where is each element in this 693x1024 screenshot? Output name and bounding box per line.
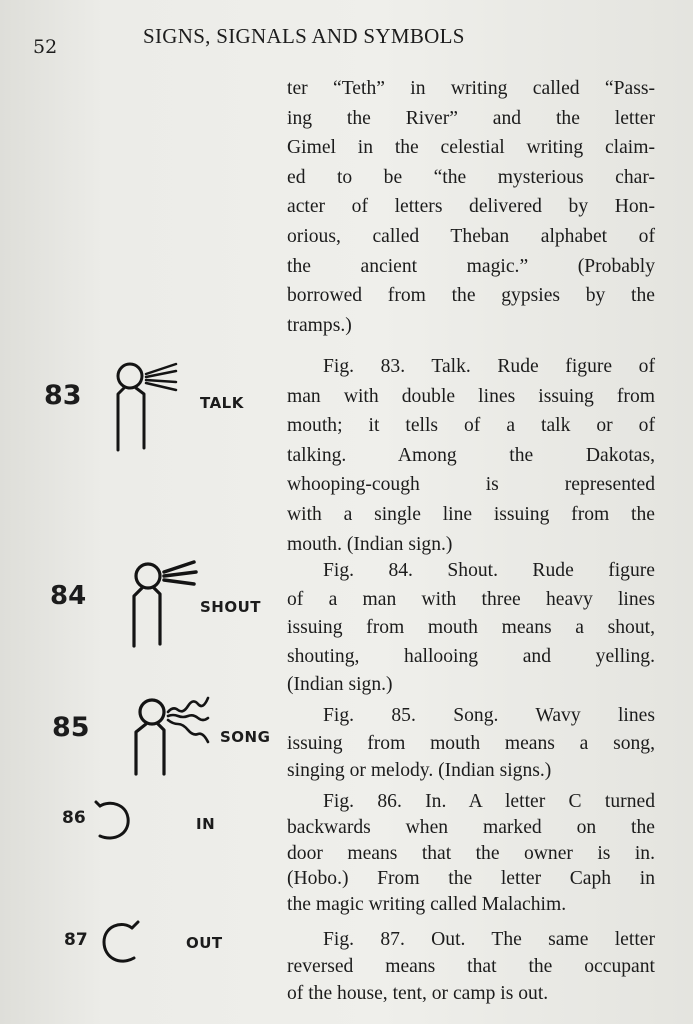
text-line: man with double lines issuing from [287, 385, 655, 407]
text-line: singing or melody. (Indian signs.) [287, 760, 552, 782]
figure-83-paragraph [287, 352, 655, 559]
running-title: SIGNS, SIGNALS AND SYMBOLS [143, 24, 465, 48]
text-line: the magic writing called Malachim. [287, 894, 567, 916]
figure-86-paragraph [287, 789, 655, 918]
text-line: issuing from mouth means a song, [287, 732, 655, 754]
text-line: with a single line issuing from the [287, 503, 655, 525]
page-number: 52 [33, 36, 58, 58]
continuation-paragraph [287, 74, 655, 340]
figure-86-caption: IN [196, 815, 216, 833]
figure-84-paragraph [287, 557, 655, 700]
text-line: mouth. (Indian sign.) [287, 533, 453, 555]
text-line: issuing from mouth means a shout, [287, 617, 655, 639]
text-line: door means that the owner is in. [287, 842, 655, 864]
text-line: ing the River” and the letter [287, 107, 655, 129]
text-line: backwards when marked on the [287, 816, 655, 838]
text-line: tramps.) [287, 314, 352, 336]
text-line: Gimel in the celestial writing claim- [287, 137, 655, 159]
text-line: Fig. 86. In. A letter C turned [323, 791, 655, 812]
text-line: borrowed from the gypsies by the [287, 285, 655, 307]
text-line: shouting, hallooing and yelling. [287, 645, 655, 667]
text-line: Fig. 83. Talk. Rude figure of [323, 356, 655, 377]
letter-c-out-icon [98, 918, 148, 970]
text-line: talking. Among the Dakotas, [287, 444, 655, 466]
figure-84-number: 84 [50, 581, 87, 611]
text-line: (Indian sign.) [287, 674, 393, 696]
figure-85-paragraph [287, 702, 655, 785]
text-line: ed to be “the mysterious char- [287, 166, 655, 188]
reversed-c-in-icon [92, 798, 142, 844]
text-line: acter of letters delivered by Hon- [287, 196, 655, 218]
figure-87-caption: OUT [186, 934, 223, 952]
text-line: ter “Teth” in writing called “Pass- [287, 78, 655, 99]
song-figure-icon [126, 694, 222, 780]
text-line: Fig. 84. Shout. Rude figure [323, 560, 655, 581]
shout-figure-icon [124, 558, 204, 654]
figure-87-paragraph [287, 927, 655, 1007]
text-line: whooping-cough is represented [287, 474, 655, 496]
figure-86-number: 86 [62, 808, 86, 828]
figure-83-number: 83 [44, 380, 82, 411]
talk-figure-icon [108, 358, 188, 458]
figure-83-caption: TALK [200, 394, 244, 412]
figure-85-caption: SONG [220, 728, 271, 746]
text-line: the ancient magic.” (Probably [287, 255, 655, 277]
text-line: of the house, tent, or camp is out. [287, 982, 549, 1004]
figure-87-number: 87 [64, 930, 88, 950]
text-line: of a man with three heavy lines [287, 588, 655, 610]
figure-84-caption: SHOUT [200, 598, 262, 616]
text-line: mouth; it tells of a talk or of [287, 415, 655, 437]
text-line: orious, called Theban alphabet of [287, 225, 655, 247]
text-line: reversed means that the occupant [287, 955, 655, 977]
figure-85-number: 85 [52, 712, 90, 743]
text-line: (Hobo.) From the letter Caph in [287, 868, 655, 890]
text-line: Fig. 85. Song. Wavy lines [323, 705, 655, 726]
text-line: Fig. 87. Out. The same letter [323, 929, 655, 950]
